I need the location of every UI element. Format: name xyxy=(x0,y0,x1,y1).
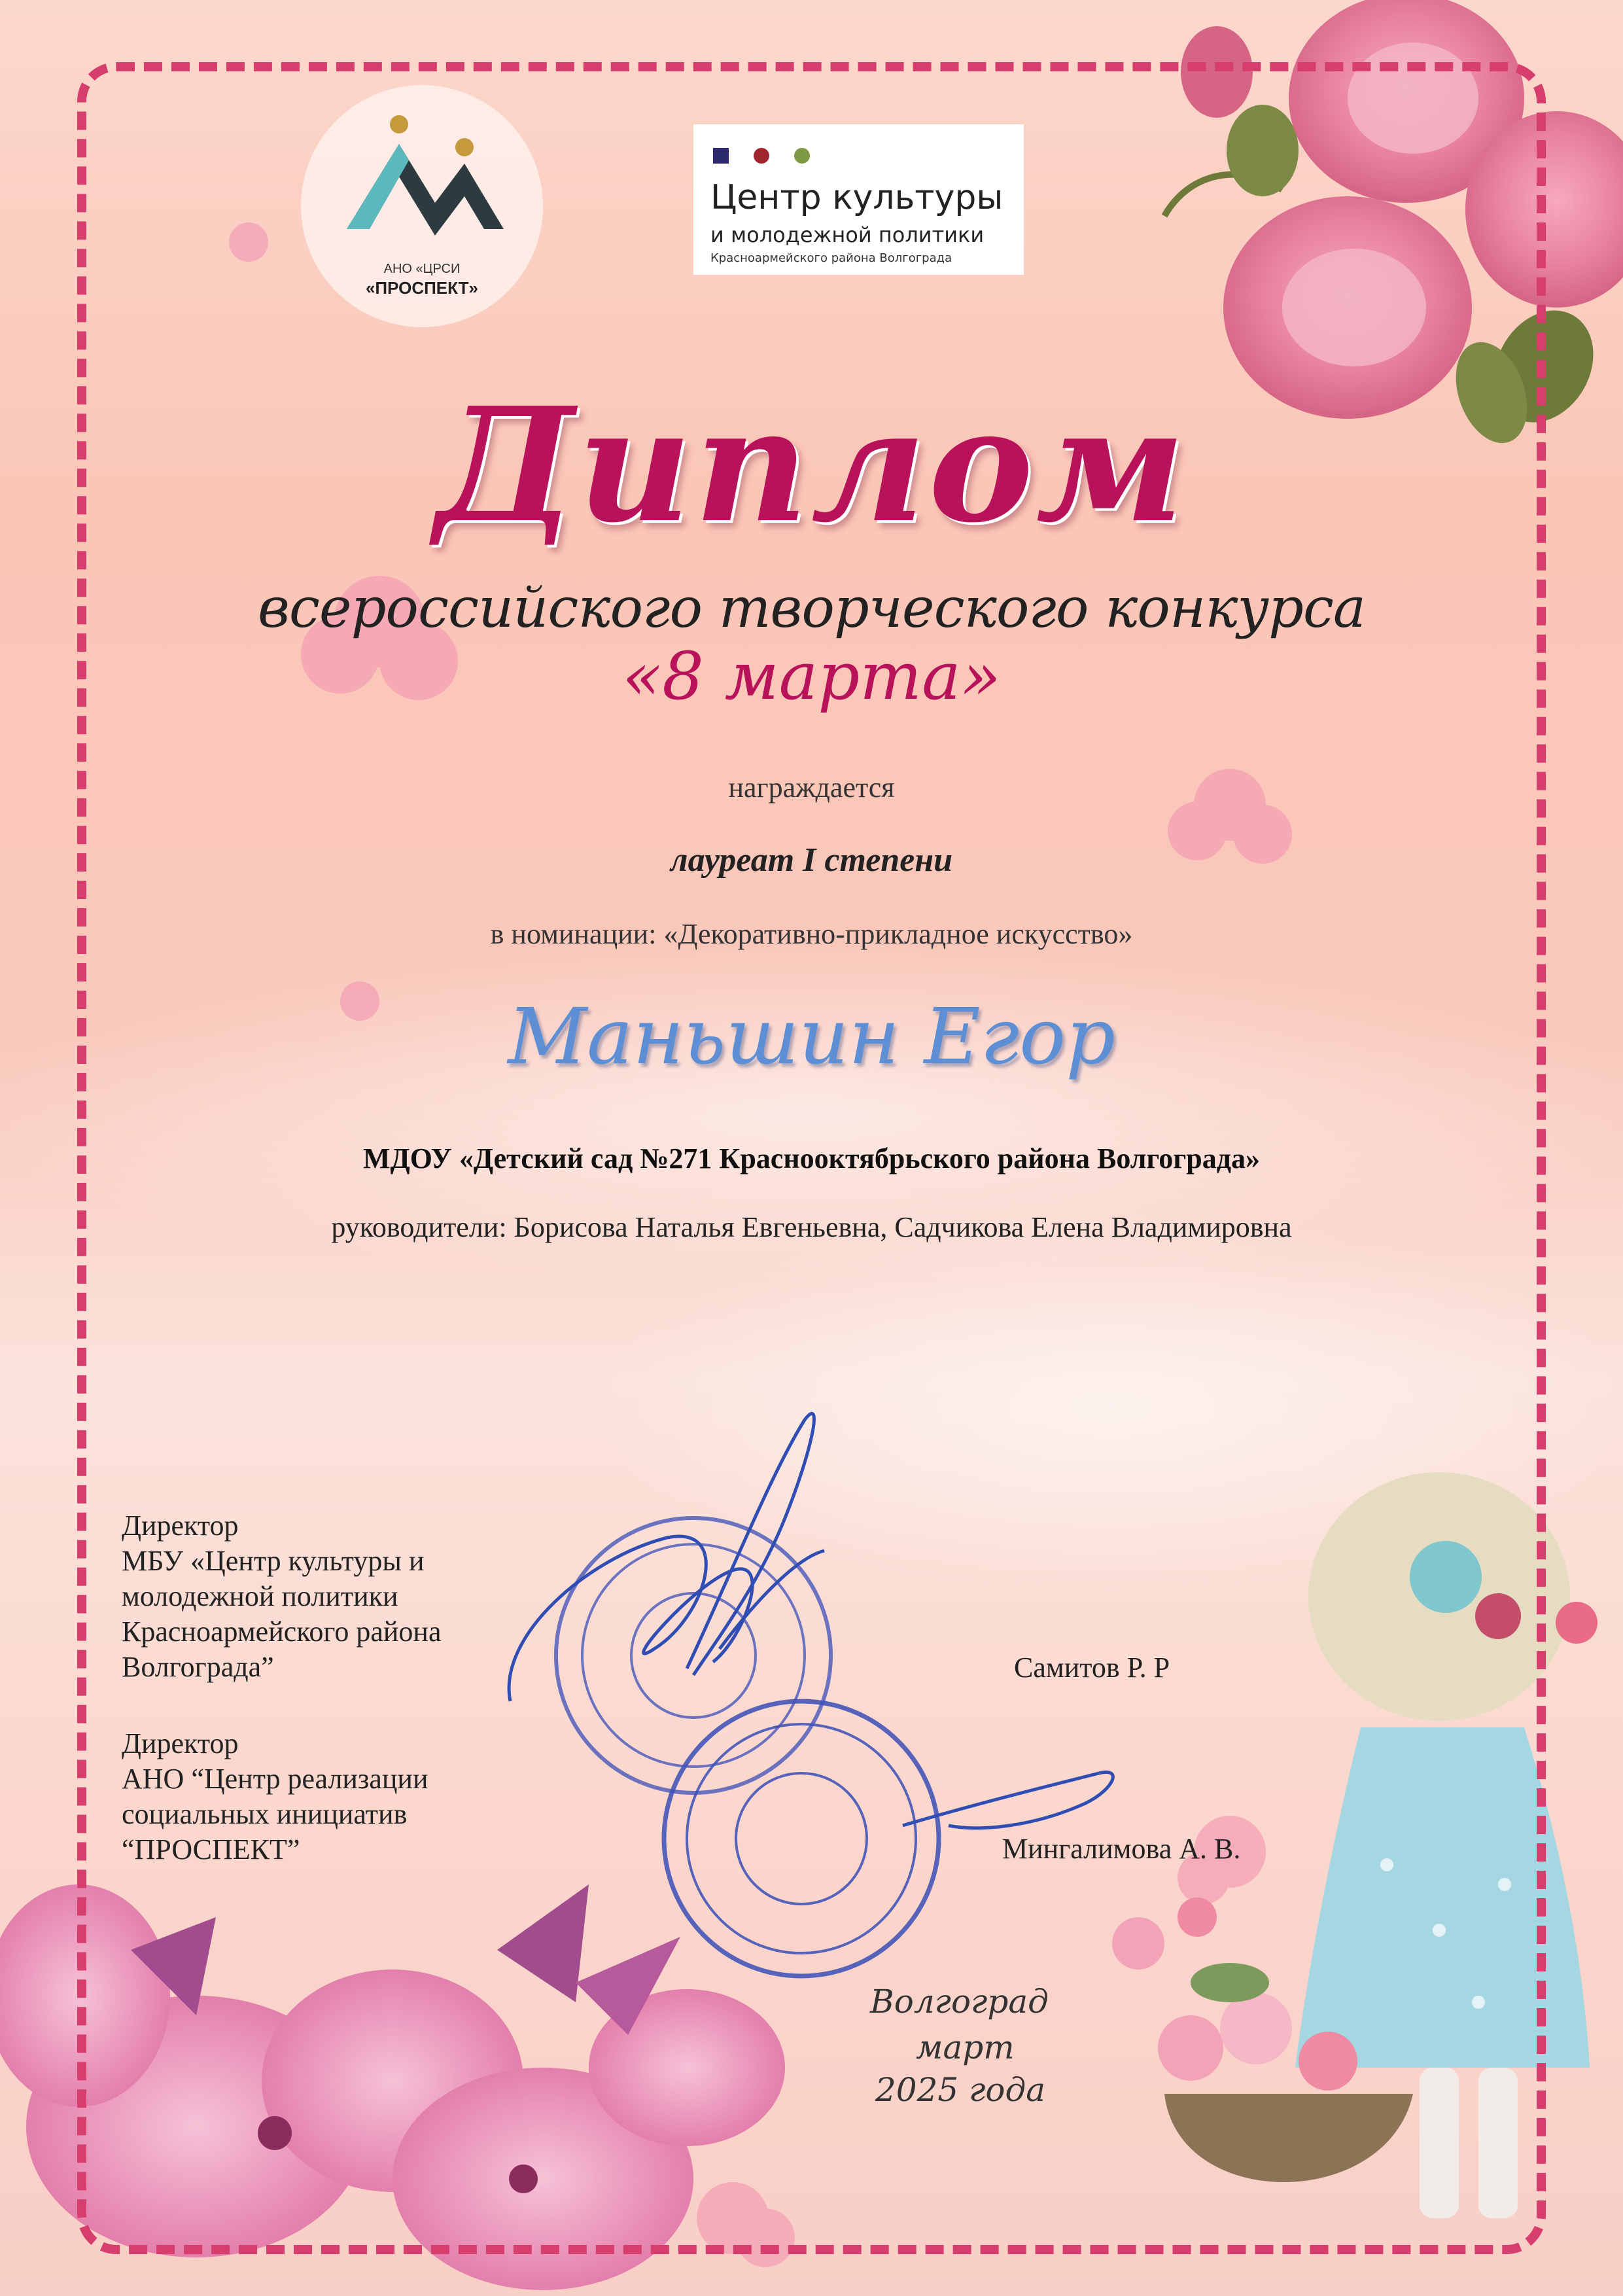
institution: МДОУ «Детский сад №271 Краснооктябрьского района Волгограда» xyxy=(362,1142,1261,1174)
contest-name: «8 марта» xyxy=(622,638,1001,715)
contest-subtitle: всероссийского творческого конкурса xyxy=(258,576,1365,640)
award-degree: лауреат I степени xyxy=(670,841,953,879)
awarded-label: награждается xyxy=(728,771,895,804)
diploma-title: Диплом xyxy=(435,373,1188,557)
signatory-1-role-line: МБУ «Центр культуры и xyxy=(122,1545,425,1577)
nomination: в номинации: «Декоративно-прикладное искусство» xyxy=(490,918,1133,950)
signatory-2-role-line: АНО “Центр реализации xyxy=(122,1763,428,1795)
place-city: Волгоград xyxy=(870,1983,1049,2021)
signatory-1-role-line: Директор xyxy=(122,1510,239,1542)
leaders: руководители: Борисова Наталья Евгеньевна, Садчикова Елена Владимировна xyxy=(331,1211,1292,1243)
recipient-name: Маньшин Егор xyxy=(508,991,1115,1082)
logo-prospekt-line2: «ПРОСПЕКТ» xyxy=(365,278,479,298)
signatory-2-name: Мингалимова А. В. xyxy=(1002,1833,1241,1865)
logo-culture-line3: Красноармейского района Волгограда xyxy=(710,251,952,265)
signatory-1-role-line: молодежной политики xyxy=(122,1580,398,1612)
signatory-2-role-line: Директор xyxy=(122,1727,239,1759)
logo-culture-line2: и молодежной политики xyxy=(710,222,985,247)
signatory-2-role-line: социальных инициатив xyxy=(122,1798,408,1830)
logo-prospekt-line1: АНО «ЦРСИ xyxy=(383,262,461,276)
place-month: март xyxy=(916,2028,1015,2066)
signatory-2-role-line: “ПРОСПЕКТ” xyxy=(122,1833,300,1865)
signatory-1-name: Самитов Р. Р xyxy=(1014,1651,1170,1684)
signatory-1-role-line: Красноармейского района xyxy=(122,1616,442,1648)
signatory-1-role-line: Волгограда” xyxy=(122,1651,274,1683)
logo-culture-line1: Центр культуры xyxy=(710,178,1003,217)
place-year: 2025 года xyxy=(875,2071,1046,2109)
